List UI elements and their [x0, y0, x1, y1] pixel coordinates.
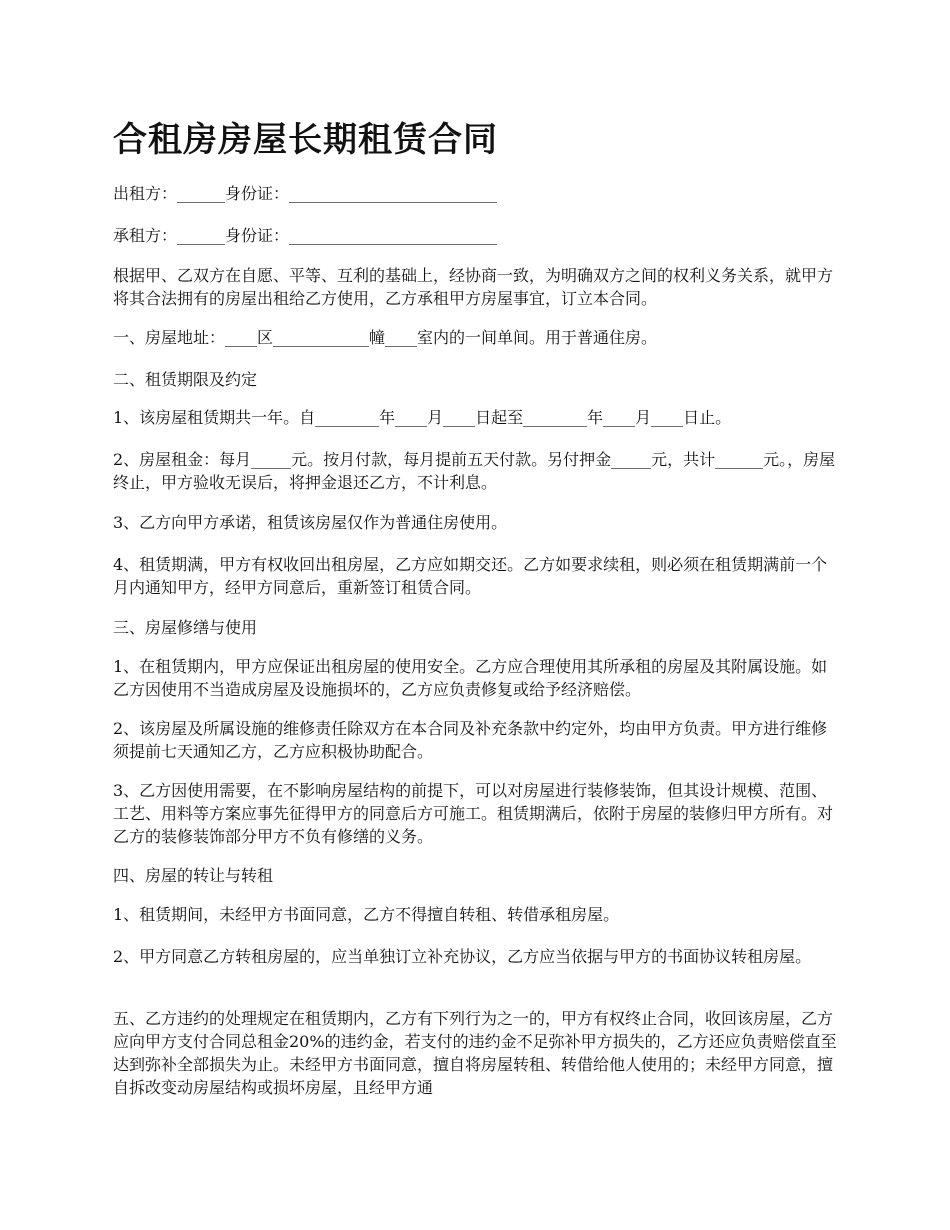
clause-2-1: 1、该房屋租赁期共一年。自________年____月____日起至________年____月____日止。	[113, 408, 732, 427]
clause-4-2: 2、甲方同意乙方转租房屋的，应当单独订立补充协议，乙方应当依据与甲方的书面协议转租房屋。	[113, 947, 812, 966]
section-4-heading: 四、房屋的转让与转租	[113, 866, 274, 885]
clause-1-address: 一、房屋地址：____区____________幢____室内的一间单间。用于普通住房。	[113, 328, 658, 347]
section-3-heading: 三、房屋修缮与使用	[113, 618, 258, 637]
lessor-line: 出租方：______身份证：__________________________	[113, 184, 498, 203]
clause-2-4: 4、租赁期满，甲方有权收回出租房屋，乙方应如期交还。乙方如要求续租，则必须在租赁期满前一个月内通知甲方，经甲方同意后，重新签订租赁合同。	[113, 555, 828, 597]
clause-2-3: 3、乙方向甲方承诺，租赁该房屋仅作为普通住房使用。	[113, 513, 508, 532]
clause-3-1: 1、在租赁期内，甲方应保证出租房屋的使用安全。乙方应合理使用其所承租的房屋及其附属设施。如乙方因使用不当造成房屋及设施损坏的，乙方应负责修复或给予经济赔偿。	[113, 657, 828, 699]
document-title: 合租房房屋长期租赁合同	[113, 120, 498, 160]
clause-3-3: 3、乙方因使用需要，在不影响房屋结构的前提下，可以对房屋进行装修装饰，但其设计规模、范围、工艺、用料等方案应事先征得甲方的同意后方可施工。租赁期满后，依附于房屋的装修归甲方所有。对乙方的装修装饰部分甲方不负有修缮的义务。	[113, 781, 834, 846]
clause-4-1: 1、租赁期间，未经甲方书面同意，乙方不得擅自转租、转借承租房屋。	[113, 905, 620, 924]
clause-3-2: 2、该房屋及所属设施的维修责任除双方在本合同及补充条款中约定外，均由甲方负责。甲方进行维修须提前七天通知乙方，乙方应积极协助配合。	[113, 719, 828, 761]
clause-2-2: 2、房屋租金：每月_____元。按月付款，每月提前五天付款。另付押金_____元，共计______元。，房屋终止，甲方验收无误后，将押金退还乙方，不计利息。	[113, 450, 836, 492]
section-5-paragraph: 五、乙方违约的处理规定在租赁期内，乙方有下列行为之一的，甲方有权终止合同，收回该房屋，乙方应向甲方支付合同总租金20%的违约金，若支付的违约金不足弥补甲方损失的，乙方还应负责赔偿直至达到弥补全部损失为止。未经甲方书面同意，擅自将房屋转租、转借给他人使用的；未经甲方同意，擅自拆改变动房屋结构或损坏房屋，且经甲方通	[113, 1009, 837, 1097]
section-2-heading: 二、租赁期限及约定	[113, 370, 258, 389]
lessee-line: 承租方：______身份证：__________________________	[113, 226, 498, 245]
preamble-paragraph: 根据甲、乙双方在自愿、平等、互利的基础上，经协商一致，为明确双方之间的权利义务关系，就甲方将其合法拥有的房屋出租给乙方使用，乙方承租甲方房屋事宜，订立本合同。	[113, 266, 834, 308]
